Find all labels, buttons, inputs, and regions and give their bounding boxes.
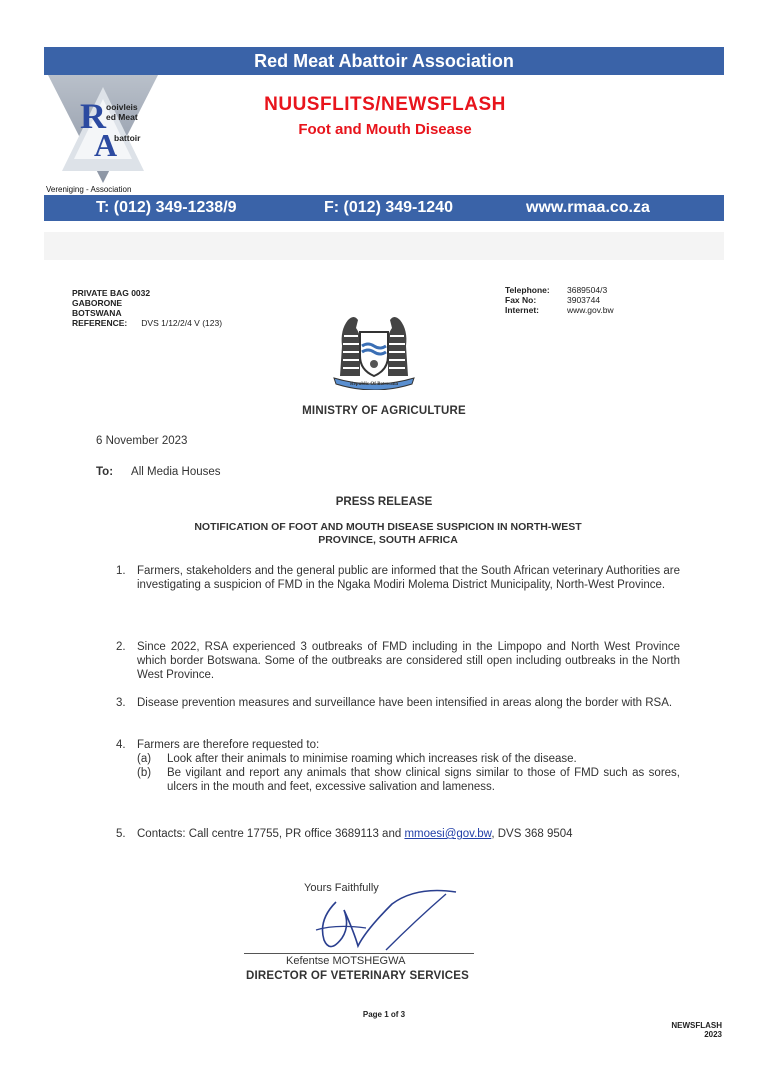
reference-label: REFERENCE: — [72, 318, 128, 328]
address-line-3: BOTSWANA — [72, 308, 122, 318]
internet-label: Internet: — [505, 305, 539, 315]
internet-value: www.gov.bw — [567, 305, 614, 315]
signature-line — [244, 953, 474, 954]
footer-label — [660, 1021, 722, 1039]
item-intro: Farmers are therefore requested to: — [137, 739, 320, 751]
item-number: 3. — [116, 697, 126, 709]
notification-heading — [128, 521, 648, 547]
item-text: Since 2022, RSA experienced 3 outbreaks of FMD including in the Limpopo and North West Province which border Botswana. Some of the outbreaks are considered still open including outbreaks in the North West Province. — [137, 641, 680, 681]
closing: Yours Faithfully — [304, 882, 379, 894]
fax-label: Fax No: — [505, 295, 537, 305]
sub-item-text: Look after their animals to minimise roaming which increases risk of the disease. — [167, 753, 577, 765]
header-telephone: T: (012) 349-1238/9 — [96, 199, 237, 216]
press-release-heading: PRESS RELEASE — [335, 496, 433, 508]
item-number: 4. — [116, 739, 126, 751]
item-text: Disease prevention measures and surveillance have been intensified in areas along the border with RSA. — [137, 697, 673, 709]
item-text — [137, 738, 680, 794]
reference-line — [72, 318, 222, 328]
ministry-contacts — [505, 285, 614, 315]
footer-year: 2023 — [704, 1030, 722, 1039]
newsflash-title: NUUSFLITS/NEWSFLASH — [264, 94, 506, 115]
reference-value: DVS 1/12/2/4 V (123) — [141, 318, 223, 328]
contact-band — [44, 195, 724, 221]
to-value: All Media Houses — [131, 466, 221, 478]
address-line-1: PRIVATE BAG 0032 — [72, 288, 151, 298]
logo-letter-a: A — [94, 127, 118, 163]
contacts-text-end: , DVS 368 9504 — [491, 828, 573, 840]
list-item-4 — [116, 738, 680, 794]
newsflash-subtitle: Foot and Mouth Disease — [298, 121, 472, 138]
logo-word-2: ed Meat — [106, 112, 138, 122]
sub-item-b — [137, 766, 680, 794]
sub-item-label: (a) — [137, 753, 152, 765]
item-text: Farmers, stakeholders and the general public are informed that the South African veterinary Authorities are investigating a suspicion of FMD in the Ngaka Modiri Molema District Municipality, North-West Province. — [137, 565, 680, 591]
list-item-2 — [116, 640, 680, 682]
rmaa-logo — [44, 75, 162, 195]
item-number: 5. — [116, 828, 126, 840]
logo-tagline: Vereniging - Association — [46, 185, 132, 194]
recipient-line — [96, 466, 221, 478]
fax-value: 3903744 — [567, 295, 601, 305]
ministry-heading: MINISTRY OF AGRICULTURE — [302, 405, 466, 417]
notification-line-2: PROVINCE, SOUTH AFRICA — [318, 534, 458, 546]
header-website[interactable]: www.rmaa.co.za — [526, 199, 650, 216]
org-name: Red Meat Abattoir Association — [254, 51, 514, 71]
contacts-text: Contacts: Call centre 17755, PR office 3689113 and — [137, 828, 405, 840]
item-text — [137, 827, 680, 841]
grey-divider — [44, 232, 724, 260]
page-number: Page 1 of 3 — [362, 1010, 406, 1019]
coat-of-arms-caption: Republic Of Botswana — [349, 382, 399, 387]
header-band — [44, 47, 724, 75]
sender-address — [72, 288, 222, 328]
sub-item-label: (b) — [137, 767, 152, 779]
telephone-label: Telephone: — [505, 285, 550, 295]
signer-title: DIRECTOR OF VETERINARY SERVICES — [246, 970, 470, 982]
email-link[interactable]: mmoesi@gov.bw — [404, 828, 492, 840]
header-fax: F: (012) 349-1240 — [324, 199, 453, 216]
sub-item-a — [137, 752, 680, 766]
list-item-3 — [116, 696, 680, 710]
telephone-value: 3689504/3 — [567, 285, 608, 295]
logo-word-1: ooivleis — [106, 102, 138, 112]
footer-newsflash: NEWSFLASH — [671, 1021, 722, 1030]
item-number: 1. — [116, 565, 126, 577]
logo-letter-r: R — [80, 96, 106, 136]
list-item-5 — [116, 827, 680, 841]
letter-date: 6 November 2023 — [96, 435, 188, 447]
to-label: To: — [96, 466, 114, 478]
signature-icon — [296, 880, 476, 960]
notification-line-1: NOTIFICATION OF FOOT AND MOUTH DISEASE SUSPICION IN NORTH-WEST — [194, 521, 582, 533]
signer-name: Kefentse MOTSHEGWA — [286, 955, 406, 967]
address-line-2: GABORONE — [72, 298, 123, 308]
sub-item-text: Be vigilant and report any animals that show clinical signs similar to those of FMD such as sores, ulcers in the mouth and feet, excessive salivation and lameness. — [167, 767, 680, 793]
item-number: 2. — [116, 641, 126, 653]
logo-word-3: battoir — [114, 133, 141, 143]
list-item-1 — [116, 564, 680, 592]
coat-of-arms-icon — [326, 306, 422, 390]
